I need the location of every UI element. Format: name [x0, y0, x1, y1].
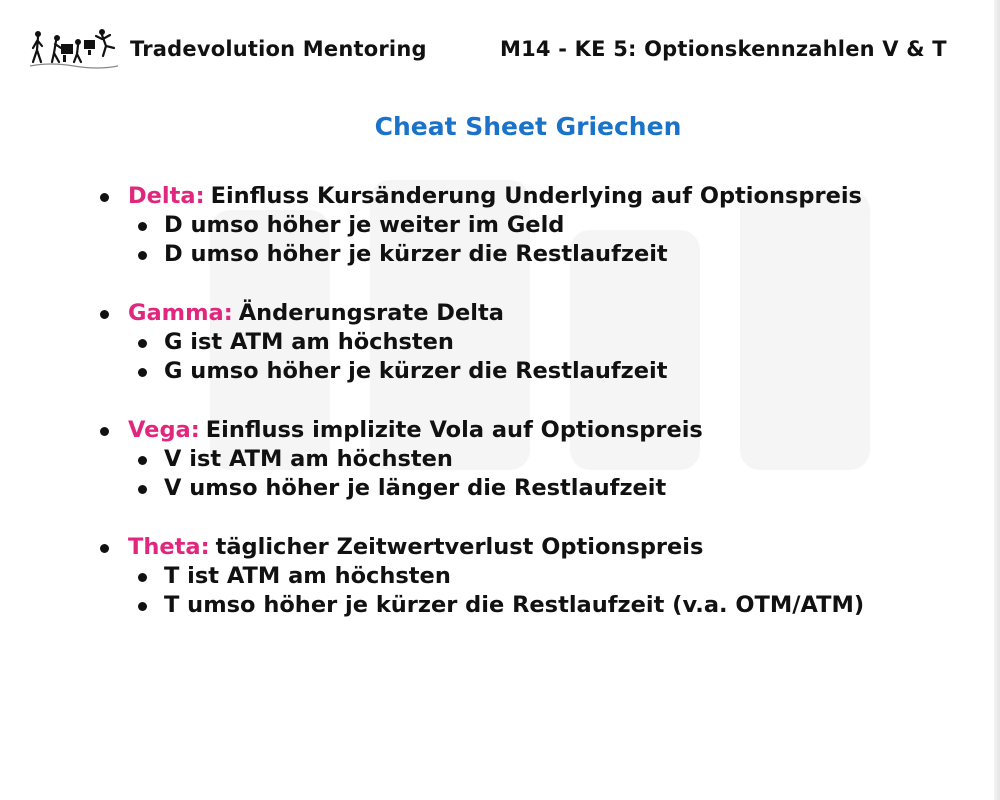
bullet-icon: [138, 339, 147, 348]
greek-subitem: [96, 474, 976, 503]
bullet-icon: [138, 251, 147, 260]
greek-subitem-text: D umso höher je kürzer die Restlaufzeit: [164, 241, 668, 267]
bullet-icon: [100, 544, 109, 553]
greek-subitem: [96, 240, 976, 269]
bullet-icon: [138, 368, 147, 377]
greek-term: Vega:: [128, 417, 200, 443]
module-title: M14 - KE 5: Optionskennzahlen V & T: [500, 37, 947, 61]
greek-description: täglicher Zeitwertverlust Optionspreis: [215, 534, 704, 560]
greek-section: [96, 416, 976, 503]
bullet-icon: [100, 193, 109, 202]
greek-item: [96, 533, 976, 562]
greek-item: [96, 299, 976, 328]
greek-subitem-text: V umso höher je länger die Restlaufzeit: [164, 475, 667, 501]
greek-section: [96, 533, 976, 620]
greek-subitem: [96, 445, 976, 474]
greeks-list: [96, 182, 976, 650]
brand-name: Tradevolution Mentoring: [130, 37, 427, 61]
greek-subitem: [96, 357, 976, 386]
greek-description: Einfluss Kursänderung Underlying auf Optionspreis: [210, 183, 862, 209]
bullet-icon: [138, 573, 147, 582]
greek-subitem-text: V ist ATM am höchsten: [164, 446, 453, 472]
greek-subitem-text: D umso höher je weiter im Geld: [164, 212, 565, 238]
page-title: Cheat Sheet Griechen: [374, 112, 682, 141]
greek-description: Einfluss implizite Vola auf Optionspreis: [205, 417, 703, 443]
greek-subitem: [96, 211, 976, 240]
greek-subitem-text: G ist ATM am höchsten: [164, 329, 454, 355]
greek-item: [96, 416, 976, 445]
greek-item: [96, 182, 976, 211]
greek-subitem-text: T umso höher je kürzer die Restlaufzeit (v.a. OTM/ATM): [164, 592, 865, 618]
evolution-silhouettes-logo-icon: [30, 26, 118, 76]
bullet-icon: [100, 310, 109, 319]
bullet-icon: [138, 485, 147, 494]
greek-term: Theta:: [128, 534, 210, 560]
greek-term: Gamma:: [128, 300, 233, 326]
greek-subitem: [96, 328, 976, 357]
greek-subitem-text: G umso höher je kürzer die Restlaufzeit: [164, 358, 668, 384]
bullet-icon: [138, 222, 147, 231]
greek-description: Änderungsrate Delta: [238, 300, 504, 326]
greek-section: [96, 299, 976, 386]
greek-subitem-text: T ist ATM am höchsten: [164, 563, 451, 589]
bullet-icon: [138, 602, 147, 611]
header: [30, 22, 1000, 78]
greek-subitem: [96, 562, 976, 591]
greek-subitem: [96, 591, 976, 620]
bullet-icon: [100, 427, 109, 436]
bullet-icon: [138, 456, 147, 465]
greek-section: [96, 182, 976, 269]
greek-term: Delta:: [128, 183, 205, 209]
